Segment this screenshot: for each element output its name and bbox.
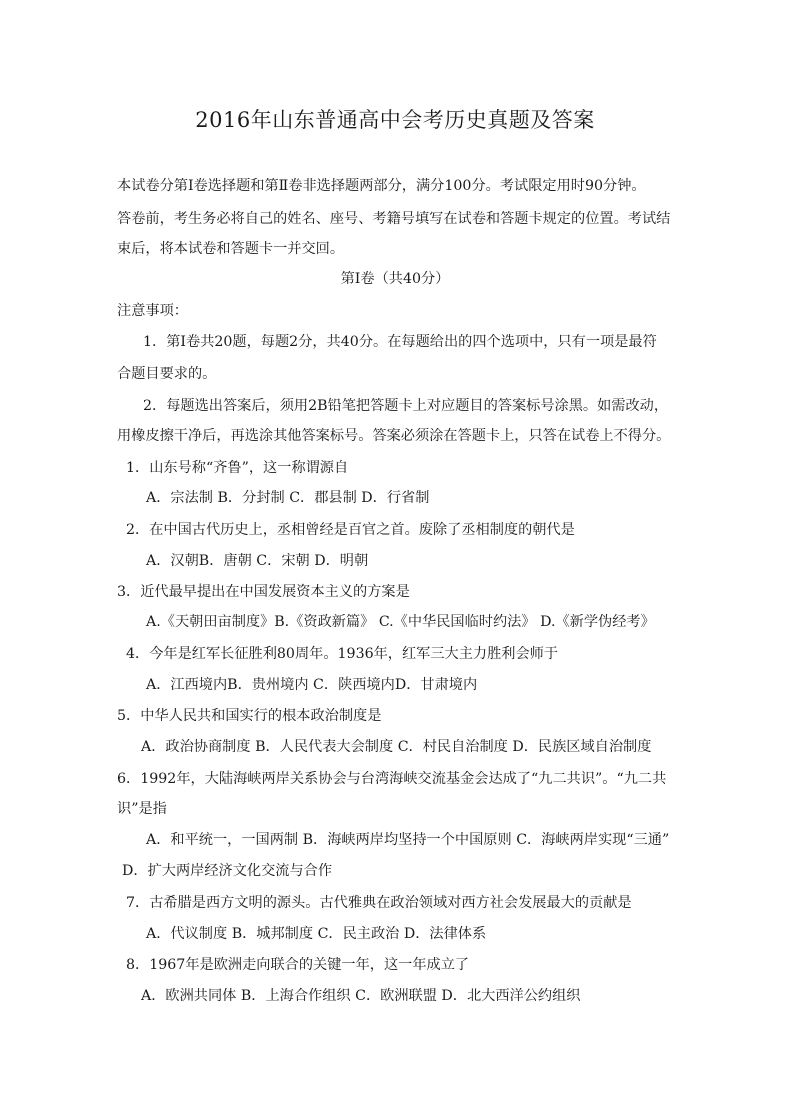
question-stem: 4．今年是红军长征胜利80周年。1936年，红军三大主力胜利会师于 xyxy=(126,646,559,662)
intro-line: 本试卷分第Ⅰ卷选择题和第Ⅱ卷非选择题两部分，满分100分。考试限定用时90分钟。 xyxy=(117,178,646,194)
question-stem: 8．1967年是欧洲走向联合的关键一年，这一年成立了 xyxy=(126,957,470,973)
question-options: A．汉朝B．唐朝 C．宋朝 D．明朝 xyxy=(146,553,369,569)
notice-line: 用橡皮擦干净后，再选涂其他答案标号。答案必须涂在答题卡上，只答在试卷上不得分。 xyxy=(117,428,671,444)
intro-line: 答卷前，考生务必将自己的姓名、座号、考籍号填写在试卷和答题卡规定的位置。考试结 xyxy=(117,211,671,227)
section-heading: 第Ⅰ卷（共40分） xyxy=(340,271,450,287)
question-options: A．和平统一，一国两制 B．海峡两岸均坚持一个中国原则 C．海峡两岸实现“三通” xyxy=(146,832,670,848)
question-stem: 6．1992年，大陆海峡两岸关系协会与台湾海峡交流基金会达成了“九二共识”。“九二共 xyxy=(117,771,667,787)
page-title: 2016年山东普通高中会考历史真题及答案 xyxy=(195,108,595,132)
question-options: A.《天朝田亩制度》B.《资政新篇》 C.《中华民国临时约法》 D.《新学伪经考》 xyxy=(146,614,655,630)
question-options: A．宗法制 B．分封制 C．郡县制 D．行省制 xyxy=(146,490,430,506)
question-options: D．扩大两岸经济文化交流与合作 xyxy=(122,863,333,879)
notice-line: 1．第Ⅰ卷共20题，每题2分，共40分。在每题给出的四个选项中，只有一项是最符 xyxy=(143,334,657,350)
notice-line: 合题目要求的。 xyxy=(117,366,217,382)
notice-line: 2．每题选出答案后，须用2B铅笔把答题卡上对应题目的答案标号涂黑。如需改动， xyxy=(143,398,669,414)
question-stem: 5．中华人民共和国实行的根本政治制度是 xyxy=(117,708,382,724)
question-stem: 2．在中国古代历史上，丞相曾经是百官之首。废除了丞相制度的朝代是 xyxy=(126,522,575,538)
question-stem: 1．山东号称“齐鲁”，这一称谓源自 xyxy=(126,460,349,476)
question-stem: 识”是指 xyxy=(117,801,167,817)
notice-heading: 注意事项： xyxy=(117,303,188,319)
question-options: A．代议制度 B．城邦制度 C．民主政治 D．法律体系 xyxy=(146,926,487,942)
question-options: A．政治协商制度 B．人民代表大会制度 C．村民自治制度 D．民族区域自治制度 xyxy=(141,739,652,755)
intro-line: 束后，将本试卷和答题卡一并交回。 xyxy=(117,241,345,257)
question-stem: 7．古希腊是西方文明的源头。古代雅典在政治领域对西方社会发展最大的贡献是 xyxy=(126,895,632,911)
question-stem: 3．近代最早提出在中国发展资本主义的方案是 xyxy=(117,584,410,600)
question-options: A．欧洲共同体 B．上海合作组织 C．欧洲联盟 D．北大西洋公约组织 xyxy=(141,988,581,1004)
question-options: A．江西境内B．贵州境内 C．陕西境内D．甘肃境内 xyxy=(146,677,478,693)
